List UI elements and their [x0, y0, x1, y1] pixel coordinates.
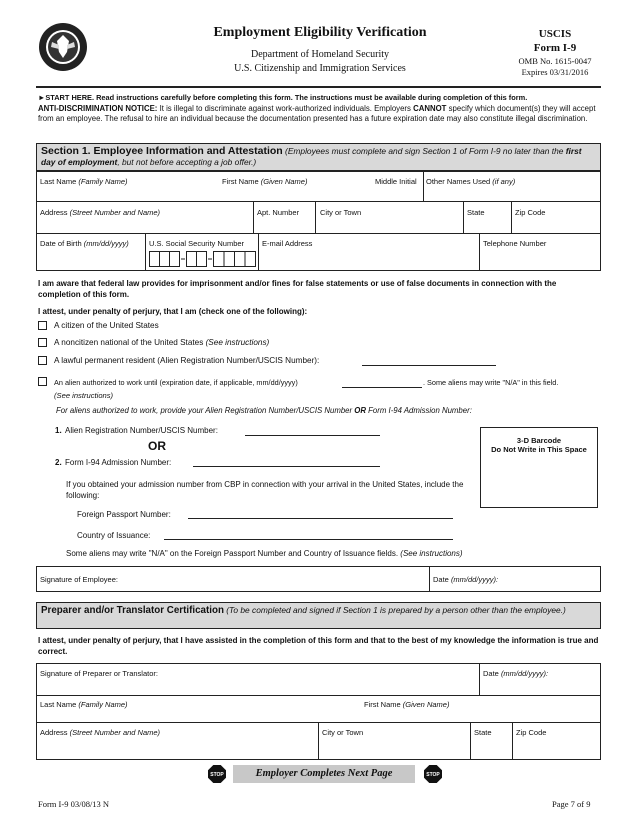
- section1-title: Section 1. Employee Information and Attestation: [41, 145, 283, 157]
- alien-number-input[interactable]: [245, 426, 380, 436]
- next-page-label: Employer Completes Next Page: [255, 768, 393, 779]
- apt-number-field[interactable]: Apt. Number: [257, 208, 300, 217]
- stop-sign-icon-left: [208, 765, 226, 783]
- noncitizen-national-checkbox[interactable]: [38, 338, 47, 347]
- i94-label: Form I-94 Admission Number:: [65, 458, 172, 467]
- attestation-statement: I attest, under penalty of perjury, that I am (check one of the following):: [38, 307, 308, 316]
- expiration-date-line[interactable]: [342, 377, 422, 388]
- employee-date-field[interactable]: Date (mm/dd/yyyy):: [433, 575, 499, 584]
- stop-sign-icon-right: [424, 765, 442, 783]
- ssn-input-boxes[interactable]: [149, 251, 257, 267]
- form-title: Employment Eligibility Verification: [213, 25, 427, 40]
- awareness-statement: I am aware that federal law provides for imprisonment and/or fines for false statements or use of false documents in connection with the completion of this form.: [38, 279, 557, 299]
- i94-input[interactable]: [193, 457, 380, 467]
- permanent-resident-label: A lawful permanent resident (Alien Registration Number/USCIS Number):: [54, 356, 320, 365]
- aliens-instruction: For aliens authorized to work, provide your Alien Registration Number/USCIS Number OR Form I-94 Admission Number:: [56, 406, 472, 415]
- or-label: OR: [148, 439, 166, 453]
- country-input[interactable]: [164, 530, 453, 540]
- item1-number: 1.: [55, 426, 62, 435]
- passport-label: Foreign Passport Number:: [77, 510, 171, 519]
- uscis-label: USCIS: [538, 28, 572, 40]
- omb-number: OMB No. 1615-0047: [518, 56, 592, 66]
- preparer-last-name-field[interactable]: Last Name (Family Name): [40, 700, 128, 709]
- preparer-note: (To be completed and signed if Section 1 is prepared by a person other than the employee.): [223, 605, 566, 615]
- preparer-signature-row: [36, 663, 601, 696]
- preparer-title: Preparer and/or Translator Certification: [41, 605, 224, 616]
- preparer-state-field[interactable]: State: [474, 728, 492, 737]
- ssn-label: U.S. Social Security Number: [149, 239, 245, 248]
- cbp-note: If you obtained your admission number from CBP in connection with your arrival in the United States, include the following:: [66, 480, 464, 500]
- section1-note-2: , but not before accepting a job offer.): [117, 157, 257, 167]
- state-field[interactable]: State: [467, 208, 485, 217]
- alien-authorized-checkbox[interactable]: [38, 377, 47, 386]
- next-page-banner: [233, 765, 415, 783]
- alien-authorized-tail: . Some aliens may write "N/A" in this field.: [423, 378, 559, 387]
- phone-field[interactable]: Telephone Number: [483, 239, 547, 248]
- header-rule: [36, 86, 601, 88]
- last-name-field[interactable]: Last Name (Family Name): [40, 177, 128, 186]
- preparer-header: [36, 602, 601, 629]
- page-number: Page 7 of 9: [552, 799, 591, 809]
- agency-name: U.S. Citizenship and Immigration Services: [234, 63, 406, 74]
- country-label: Country of Issuance:: [77, 531, 151, 540]
- noncitizen-national-label: A noncitizen national of the United States (See instructions): [54, 338, 270, 347]
- address-field[interactable]: Address (Street Number and Name): [40, 208, 161, 217]
- expiration-date: Expires 03/31/2016: [521, 67, 589, 77]
- employee-signature-field[interactable]: Signature of Employee:: [40, 575, 118, 584]
- alien-number-line[interactable]: [362, 355, 496, 366]
- svg-text:STOP: STOP: [210, 772, 224, 779]
- barcode-title: 3-D Barcode: [516, 436, 562, 445]
- section1-note-bold: first day of employment: [41, 146, 582, 167]
- anti-discrimination-notice: [38, 104, 604, 124]
- na-note: Some aliens may write "N/A" on the Foreign Passport Number and Country of Issuance fields. (See instructions): [66, 549, 463, 558]
- middle-initial-field[interactable]: Middle Initial: [375, 177, 417, 186]
- section1-note-1: (Employees must complete and sign Section 1 of Form I-9 no later than the: [282, 146, 566, 156]
- anti-text-1: It is illegal to discriminate against work-authorized individuals. Employers: [157, 104, 414, 113]
- start-here-notice: ►START HERE. Read instructions carefully before completing this form. The instructions must be available during completion of this form.: [38, 93, 528, 102]
- alien-authorized-hint: (See instructions): [54, 391, 114, 400]
- citizen-checkbox[interactable]: [38, 321, 47, 330]
- preparer-zip-field[interactable]: Zip Code: [516, 728, 547, 737]
- employee-signature-row: [36, 566, 601, 592]
- anti-text-2: specify which document(s) they will accept from an employee. The refusal to hire an individual because the documentation presented has a future expiration date may also constitute illegal discrimination.: [38, 104, 596, 123]
- preparer-date-field[interactable]: Date (mm/dd/yyyy):: [483, 669, 549, 678]
- employee-name-row: [36, 171, 601, 202]
- barcode-note: Do Not Write in This Space: [491, 445, 587, 454]
- preparer-address-field[interactable]: Address (Street Number and Name): [40, 728, 161, 737]
- permanent-resident-checkbox[interactable]: [38, 356, 47, 365]
- anti-discrimination-label: ANTI-DISCRIMINATION NOTICE:: [38, 104, 158, 113]
- section1-header: [36, 143, 601, 171]
- other-names-field[interactable]: Other Names Used (if any): [426, 177, 516, 186]
- department-name: Department of Homeland Security: [250, 49, 389, 60]
- dhs-seal: [38, 22, 88, 72]
- anti-cannot: CANNOT: [413, 104, 447, 113]
- preparer-attestation: I attest, under penalty of perjury, that I have assisted in the completion of this form and that to the best of my knowledge the information is true and correct.: [38, 636, 599, 656]
- city-field[interactable]: City or Town: [320, 208, 362, 217]
- zip-field[interactable]: Zip Code: [515, 208, 546, 217]
- first-name-field[interactable]: First Name (Given Name): [222, 177, 308, 186]
- citizen-label: A citizen of the United States: [54, 321, 159, 330]
- form-revision: Form I-9 03/08/13 N: [38, 799, 110, 809]
- preparer-signature-field[interactable]: Signature of Preparer or Translator:: [40, 669, 158, 678]
- employee-address-row: [36, 201, 601, 234]
- alien-number-label: Alien Registration Number/USCIS Number:: [65, 426, 218, 435]
- email-field[interactable]: E-mail Address: [262, 239, 313, 248]
- passport-input[interactable]: [188, 509, 453, 519]
- form-number: Form I-9: [533, 42, 577, 54]
- svg-text:STOP: STOP: [426, 772, 440, 779]
- item2-number: 2.: [55, 458, 62, 467]
- preparer-first-name-field[interactable]: First Name (Given Name): [364, 700, 450, 709]
- preparer-city-field[interactable]: City or Town: [322, 728, 364, 737]
- alien-authorized-label: An alien authorized to work until (expiration date, if applicable, mm/dd/yyyy): [54, 378, 298, 387]
- dob-field[interactable]: Date of Birth (mm/dd/yyyy): [40, 239, 129, 248]
